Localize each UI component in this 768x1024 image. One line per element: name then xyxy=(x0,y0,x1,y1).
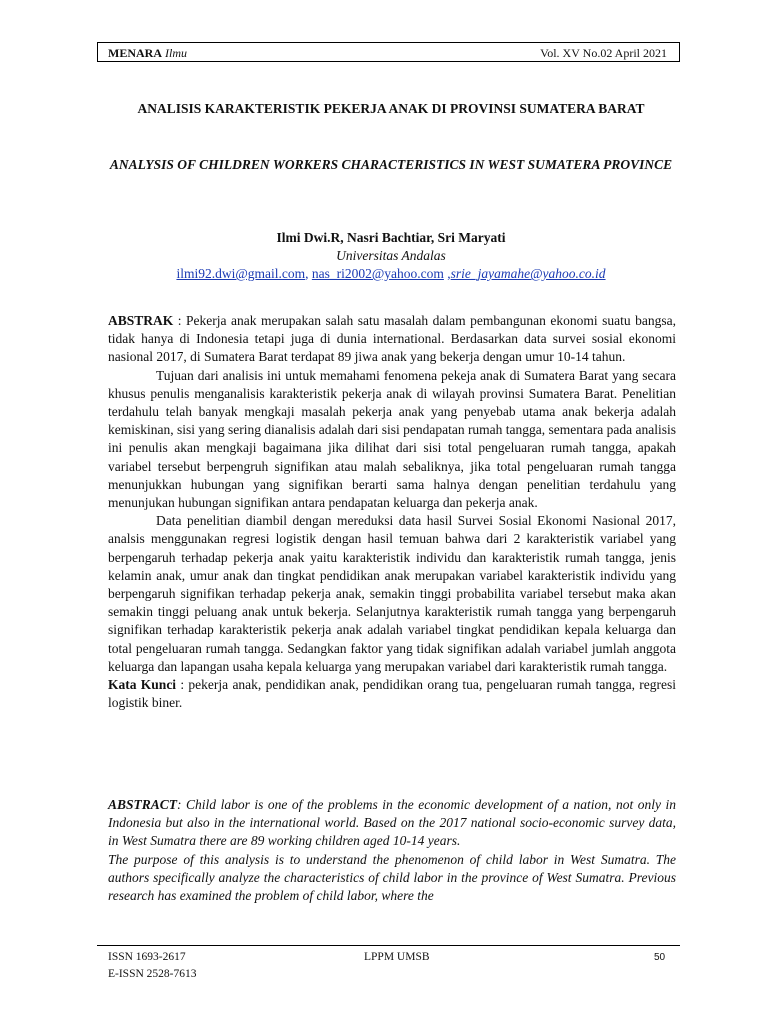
email-link-2[interactable]: nas_ri2002@yahoo.com xyxy=(311,266,444,281)
footer-issn xyxy=(108,949,197,983)
journal-volume: Vol. XV No.02 April 2021 xyxy=(540,46,667,60)
title-english: ANALYSIS OF CHILDREN WORKERS CHARACTERISTICS IN WEST SUMATERA PROVINCE xyxy=(109,157,673,172)
abstrak-section xyxy=(108,312,676,712)
journal-name-italic: Ilmu xyxy=(165,46,187,60)
abstrak-text-1: : Pekerja anak merupakan salah satu masalah dalam pembangunan ekonomi suatu bangsa, tidak hanya di Indonesia tetapi juga di dunia international. Berdasarkan data survei sosial ekonomi nasional 2017, di Sumatera Barat terdapat 89 jiwa anak yang bekerja dengan umur 10-14 tahun. xyxy=(108,313,676,365)
author-names: Ilmi Dwi.R, Nasri Bachtiar, Sri Maryati xyxy=(276,230,506,245)
issn: ISSN 1693-2617 xyxy=(108,951,186,963)
journal-header xyxy=(97,42,680,62)
keywords-text: : pekerja anak, pendidikan anak, pendidikan orang tua, pengeluaran rumah tangga, regresi logistik biner. xyxy=(108,677,676,711)
abstrak-paragraph-2: Tujuan dari analisis ini untuk memahami fenomena pekeja anak di Sumatera Barat yang secara khusus penulis menganalisis karakteristik pekerja anak di wilayah provinsi Sumatera Barat. Penelitian terdahulu telah banyak mengkaji masalah pekerja anak yang penyebab utama anak bekerja adalah kemiskinan, sisi yang sering dianalisis adalah dari sisi pendapatan rumah tangga, sementara pada analisis ini penulis akan mengkaji bagaimana jika dilihat dari sisi total pengeluaran rumah tangga, apakah variabel tersebut berpengruh signifikan atau malah sebaliknya, jika total pengeluaran rumah tangga menunjukkan hubungan yang signifikan berarti sama halnya dengan penelitian terdahulu yang menunjukan hubungan signifikan antara pendapatan keluarga dan pekerja anak. xyxy=(108,367,676,511)
journal-name xyxy=(108,43,187,63)
keywords-paragraph xyxy=(108,676,676,712)
abstract-section xyxy=(108,796,676,905)
abstract-text-1: : Child labor is one of the problems in the economic development of a nation, not only in Indonesia but also in the international world. Based on the 2017 national socio-economic survey data, in West Sumatra there are 89 working children aged 10-14 years. xyxy=(108,797,676,849)
author-affiliation: Universitas Andalas xyxy=(336,248,446,263)
abstract-label: ABSTRACT xyxy=(108,797,178,812)
abstract-paragraph-2: The purpose of this analysis is to understand the phenomenon of child labor in West Sumatra. The authors specifically analyze the characteristics of child labor in the province of West Sumatra. Previous research has examined the problem of child labor, where the xyxy=(108,851,676,904)
abstrak-paragraph-1 xyxy=(108,312,676,367)
title-indonesian: ANALISIS KARAKTERISTIK PEKERJA ANAK DI PROVINSI SUMATERA BARAT xyxy=(137,101,645,116)
author-block xyxy=(108,229,674,283)
page-number: 50 xyxy=(654,952,666,963)
journal-name-bold: MENARA xyxy=(108,46,162,60)
abstrak-label: ABSTRAK xyxy=(108,313,174,328)
footer-publisher: LPPM UMSB xyxy=(364,951,430,963)
email-link-1[interactable]: ilmi92.dwi@gmail.com xyxy=(176,266,306,281)
email-link-3[interactable]: srie_jayamahe@yahoo.co.id xyxy=(450,266,606,281)
keywords-label: Kata Kunci xyxy=(108,677,177,693)
author-emails: ilmi92.dwi@gmail.com, nas_ri2002@yahoo.com ,srie_jayamahe@yahoo.co.id xyxy=(176,266,606,281)
footer-divider xyxy=(97,945,680,946)
eissn: E-ISSN 2528-7613 xyxy=(108,968,197,980)
abstract-paragraph-1 xyxy=(108,796,676,851)
abstrak-paragraph-3: Data penelitian diambil dengan mereduksi data hasil Survei Sosial Ekonomi Nasional 2017, analsis menggunakan regresi logistik dengan hasil temuan bahwa dari 2 karakteristik variabel yang berpengaruh terhadap pekerja anak yaitu karakteristik individu dan karakteristik rumah tangga, jenis kelamin anak, umur anak dan tingkat pendidikan anak merupakan variabel karakteristik individu yang berpengaruh signifikan terhadap pekerja anak, semakin tinggi probabilita variabel tersebut maka akan semakin tinggi peluang anak untuk bekerja. Selanjutnya karakteristik rumah tangga yang berpengaruh signifikan terhadap karakteristik pekerja anak adalah variabel tingkat pendidikan kepala keluarga dan total pengeluaran rumah tangga. Sedangkan faktor yang tidak signifikan adalah variabel jumlah anggota keluarga dan lapangan usaha kepala keluarga yang merupakan variabel dari karakteristik rumah tangga. xyxy=(108,513,676,674)
